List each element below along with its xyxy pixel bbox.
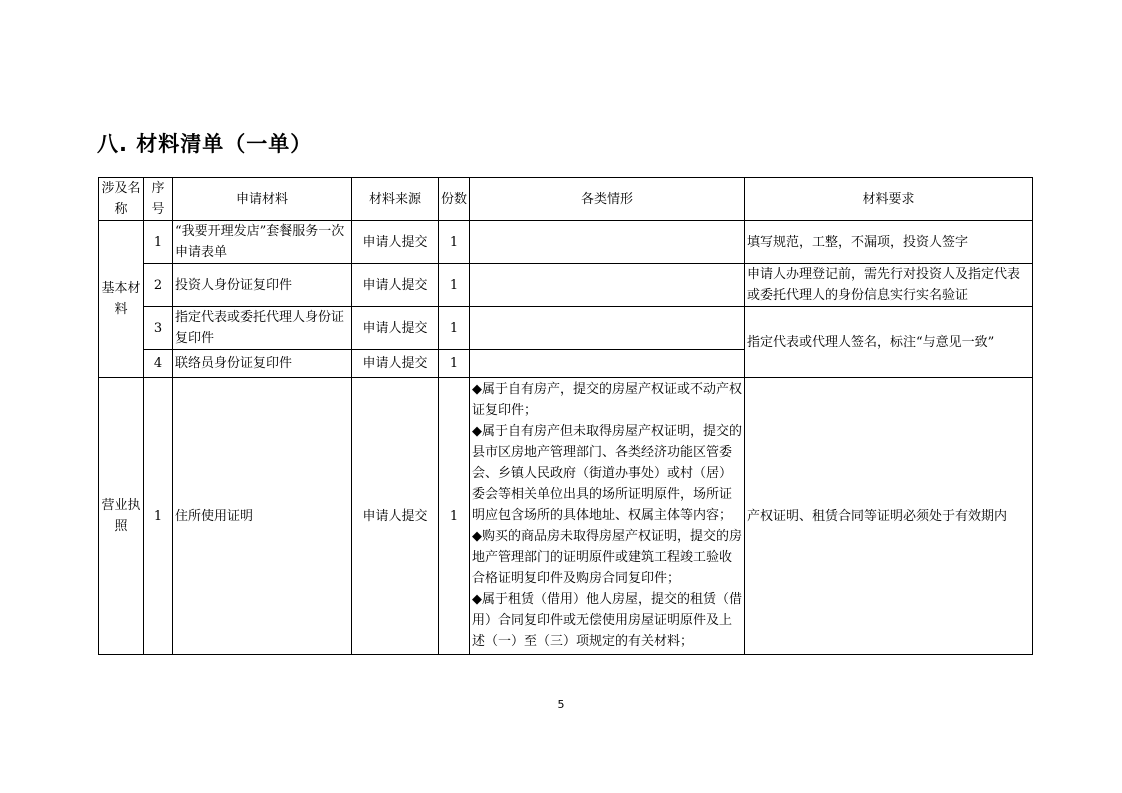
material-cell: “我要开理发店”套餐服务一次申请表单 xyxy=(173,221,352,264)
case-item: ◆属于租赁（借用）他人房屋，提交的租赁（借用）合同复印件或无偿使用房屋证明原件及上述（一）至（三）项规定的有关材料； xyxy=(472,592,742,649)
page-title: 八. 材料清单（一单） xyxy=(97,132,313,156)
category-cell: 营业执照 xyxy=(99,378,144,655)
case-item: ◆购买的商品房未取得房屋产权证明，提交的房地产管理部门的证明原件或建筑工程竣工验收合格证明复印件及购房合同复印件； xyxy=(472,529,742,586)
requirement-cell: 申请人办理登记前，需先行对投资人及指定代表或委托代理人的身份信息实行实名验证 xyxy=(745,264,1033,307)
copies-cell: 1 xyxy=(439,264,470,307)
cases-cell xyxy=(470,264,745,307)
material-cell: 指定代表或委托代理人身份证复印件 xyxy=(173,307,352,350)
source-cell: 申请人提交 xyxy=(352,307,439,350)
cases-cell xyxy=(470,307,745,350)
material-cell: 投资人身份证复印件 xyxy=(173,264,352,307)
table-row xyxy=(99,307,1033,350)
copies-cell: 1 xyxy=(439,221,470,264)
requirement-cell: 指定代表或代理人签名，标注“与意见一致” xyxy=(745,307,1033,378)
header-cases: 各类情形 xyxy=(470,178,745,221)
case-item: ◆属于自有房产但未取得房屋产权证明，提交的县市区房地产管理部门、各类经济功能区管委会、乡镇人民政府（街道办事处）或村（居）委会等相关单位出具的场所证明原件，场所证明应包含场所的具体地址、权属主体等内容； xyxy=(472,424,742,523)
source-cell: 申请人提交 xyxy=(352,221,439,264)
category-cell: 基本材料 xyxy=(99,221,144,378)
table-row xyxy=(99,378,1033,655)
header-category: 涉及名称 xyxy=(99,178,144,221)
table-row xyxy=(99,221,1033,264)
source-cell: 申请人提交 xyxy=(352,378,439,655)
copies-cell: 1 xyxy=(439,307,470,350)
header-material: 申请材料 xyxy=(173,178,352,221)
cases-cell xyxy=(470,350,745,378)
requirement-cell: 产权证明、租赁合同等证明必须处于有效期内 xyxy=(745,378,1033,655)
source-cell: 申请人提交 xyxy=(352,350,439,378)
header-requirement: 材料要求 xyxy=(745,178,1033,221)
material-cell: 住所使用证明 xyxy=(173,378,352,655)
cases-cell xyxy=(470,378,745,655)
seq-cell: 1 xyxy=(144,221,173,264)
seq-cell: 3 xyxy=(144,307,173,350)
seq-cell: 2 xyxy=(144,264,173,307)
seq-cell: 1 xyxy=(144,378,173,655)
requirement-cell: 填写规范，工整，不漏项，投资人签字 xyxy=(745,221,1033,264)
materials-table xyxy=(98,177,1033,655)
source-cell: 申请人提交 xyxy=(352,264,439,307)
table-header-row xyxy=(99,178,1033,221)
seq-cell: 4 xyxy=(144,350,173,378)
copies-cell: 1 xyxy=(439,350,470,378)
page-number: 5 xyxy=(557,698,565,711)
case-item: ◆属于自有房产，提交的房屋产权证或不动产权证复印件； xyxy=(472,382,742,418)
header-copies: 份数 xyxy=(439,178,470,221)
material-cell: 联络员身份证复印件 xyxy=(173,350,352,378)
copies-cell: 1 xyxy=(439,378,470,655)
header-source: 材料来源 xyxy=(352,178,439,221)
cases-cell xyxy=(470,221,745,264)
table-row xyxy=(99,264,1033,307)
header-seq: 序号 xyxy=(144,178,173,221)
